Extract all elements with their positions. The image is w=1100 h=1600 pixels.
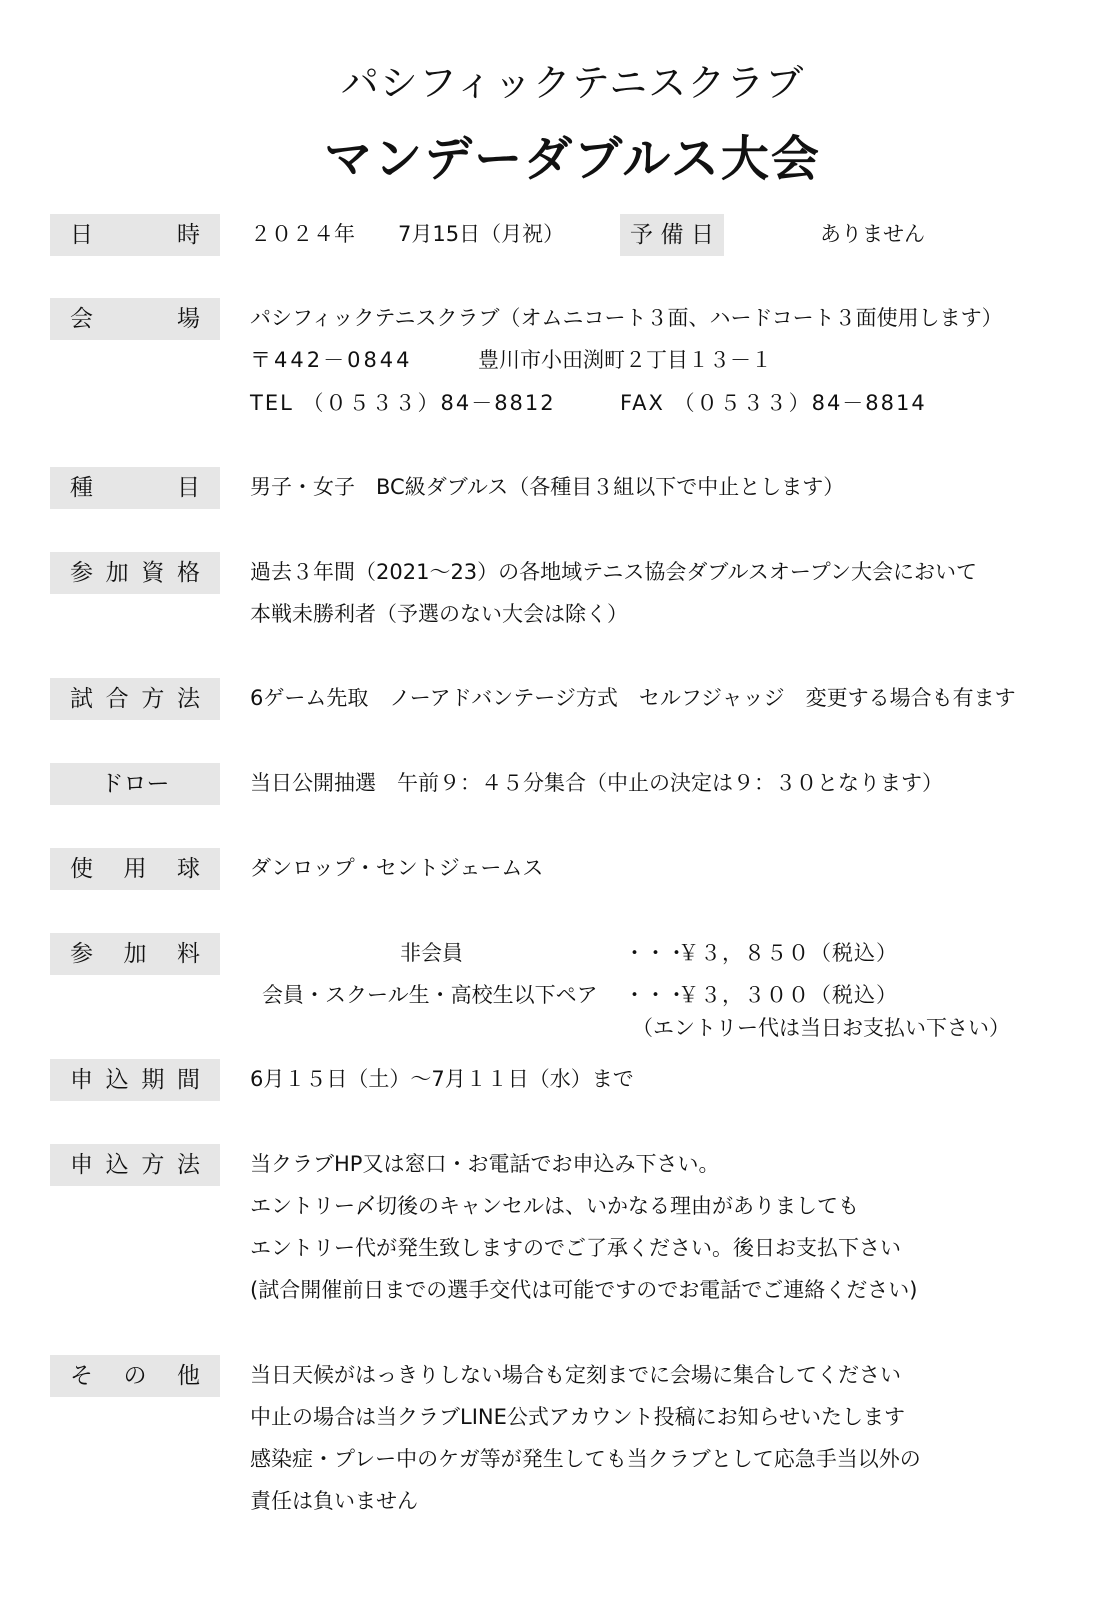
venue-name: パシフィックテニスクラブ（オムニコート３面、ハードコート３面使用します） [250, 306, 1003, 330]
event-title: マンデーダブルス大会 [324, 131, 821, 187]
fee-price-member: ￥３，３００（税込） [678, 983, 898, 1007]
label-venue: 会 場 [50, 298, 220, 340]
date-day: 7月15日（月祝） [398, 222, 565, 246]
venue-fax: FAX （０５３３）84－8814 [620, 391, 927, 415]
method-line: エントリー代が発生致しますのでご了承ください。後日お支払下さい [250, 1236, 901, 1260]
other-line: 中止の場合は当クラブLINE公式アカウント投稿にお知らせいたします [250, 1405, 906, 1429]
label-reserve-day: 予 備 日 [620, 214, 724, 256]
eligibility-line1: 過去３年間（2021～23）の各地域テニス協会ダブルスオープン大会において [250, 560, 977, 584]
fee-price-nonmember: ￥３，８５０（税込） [678, 941, 898, 965]
period-value: 6月１５日（土）～7月１１日（水）まで [250, 1067, 634, 1091]
category-value: 男子・女子 BC級ダブルス（各種目３組以下で中止とします） [250, 475, 845, 499]
label-datetime: 日 時 [50, 214, 220, 256]
reserve-day-value: ありません [820, 222, 925, 246]
label-period: 申 込 期 間 [50, 1059, 220, 1101]
label-method: 申 込 方 法 [50, 1144, 220, 1186]
fee-member: 会員・スクール生・高校生以下ペア [262, 983, 598, 1007]
method-line: (試合開催前日までの選手交代は可能ですのでお電話でご連絡ください) [250, 1278, 918, 1302]
ball-value: ダンロップ・セントジェームス [250, 856, 544, 880]
method-line: 当クラブHP又は窓口・お電話でお申込み下さい。 [250, 1152, 720, 1176]
other-line: 当日天候がはっきりしない場合も定刻までに会場に集合してください [250, 1363, 901, 1387]
fee-dots-2: ・・・ [624, 983, 687, 1007]
venue-tel: TEL （０５３３）84－8812 [250, 391, 556, 415]
label-draw: ドロー [50, 763, 220, 805]
fee-dots-1: ・・・ [624, 941, 687, 965]
label-format: 試 合 方 法 [50, 678, 220, 720]
venue-postal: 〒442－0844 [250, 348, 413, 372]
format-value: 6ゲーム先取 ノーアドバンテージ方式 セルフジャッジ 変更する場合も有ます [250, 686, 1016, 710]
label-ball: 使 用 球 [50, 848, 220, 890]
eligibility-line2: 本戦未勝利者（予選のない大会は除く） [250, 602, 628, 626]
other-line: 責任は負いません [250, 1489, 418, 1513]
club-name: パシフィックテニスクラブ [340, 61, 805, 105]
label-fee: 参 加 料 [50, 933, 220, 975]
label-eligibility: 参 加 資 格 [50, 552, 220, 594]
label-other: そ の 他 [50, 1355, 220, 1397]
label-category: 種 目 [50, 467, 220, 509]
venue-address: 豊川市小田渕町２丁目１３－１ [478, 348, 772, 372]
method-line: エントリー〆切後のキャンセルは、いかなる理由がありましても [250, 1194, 859, 1218]
fee-note: （エントリー代は当日お支払い下さい） [632, 1016, 1010, 1040]
fee-nonmember: 非会員 [400, 941, 463, 965]
draw-value: 当日公開抽選 午前９：４５分集合（中止の決定は９：３０となります） [250, 771, 943, 795]
date-year: ２０２４年 [250, 222, 355, 246]
other-line: 感染症・プレー中のケガ等が発生しても当クラブとして応急手当以外の [250, 1447, 921, 1471]
